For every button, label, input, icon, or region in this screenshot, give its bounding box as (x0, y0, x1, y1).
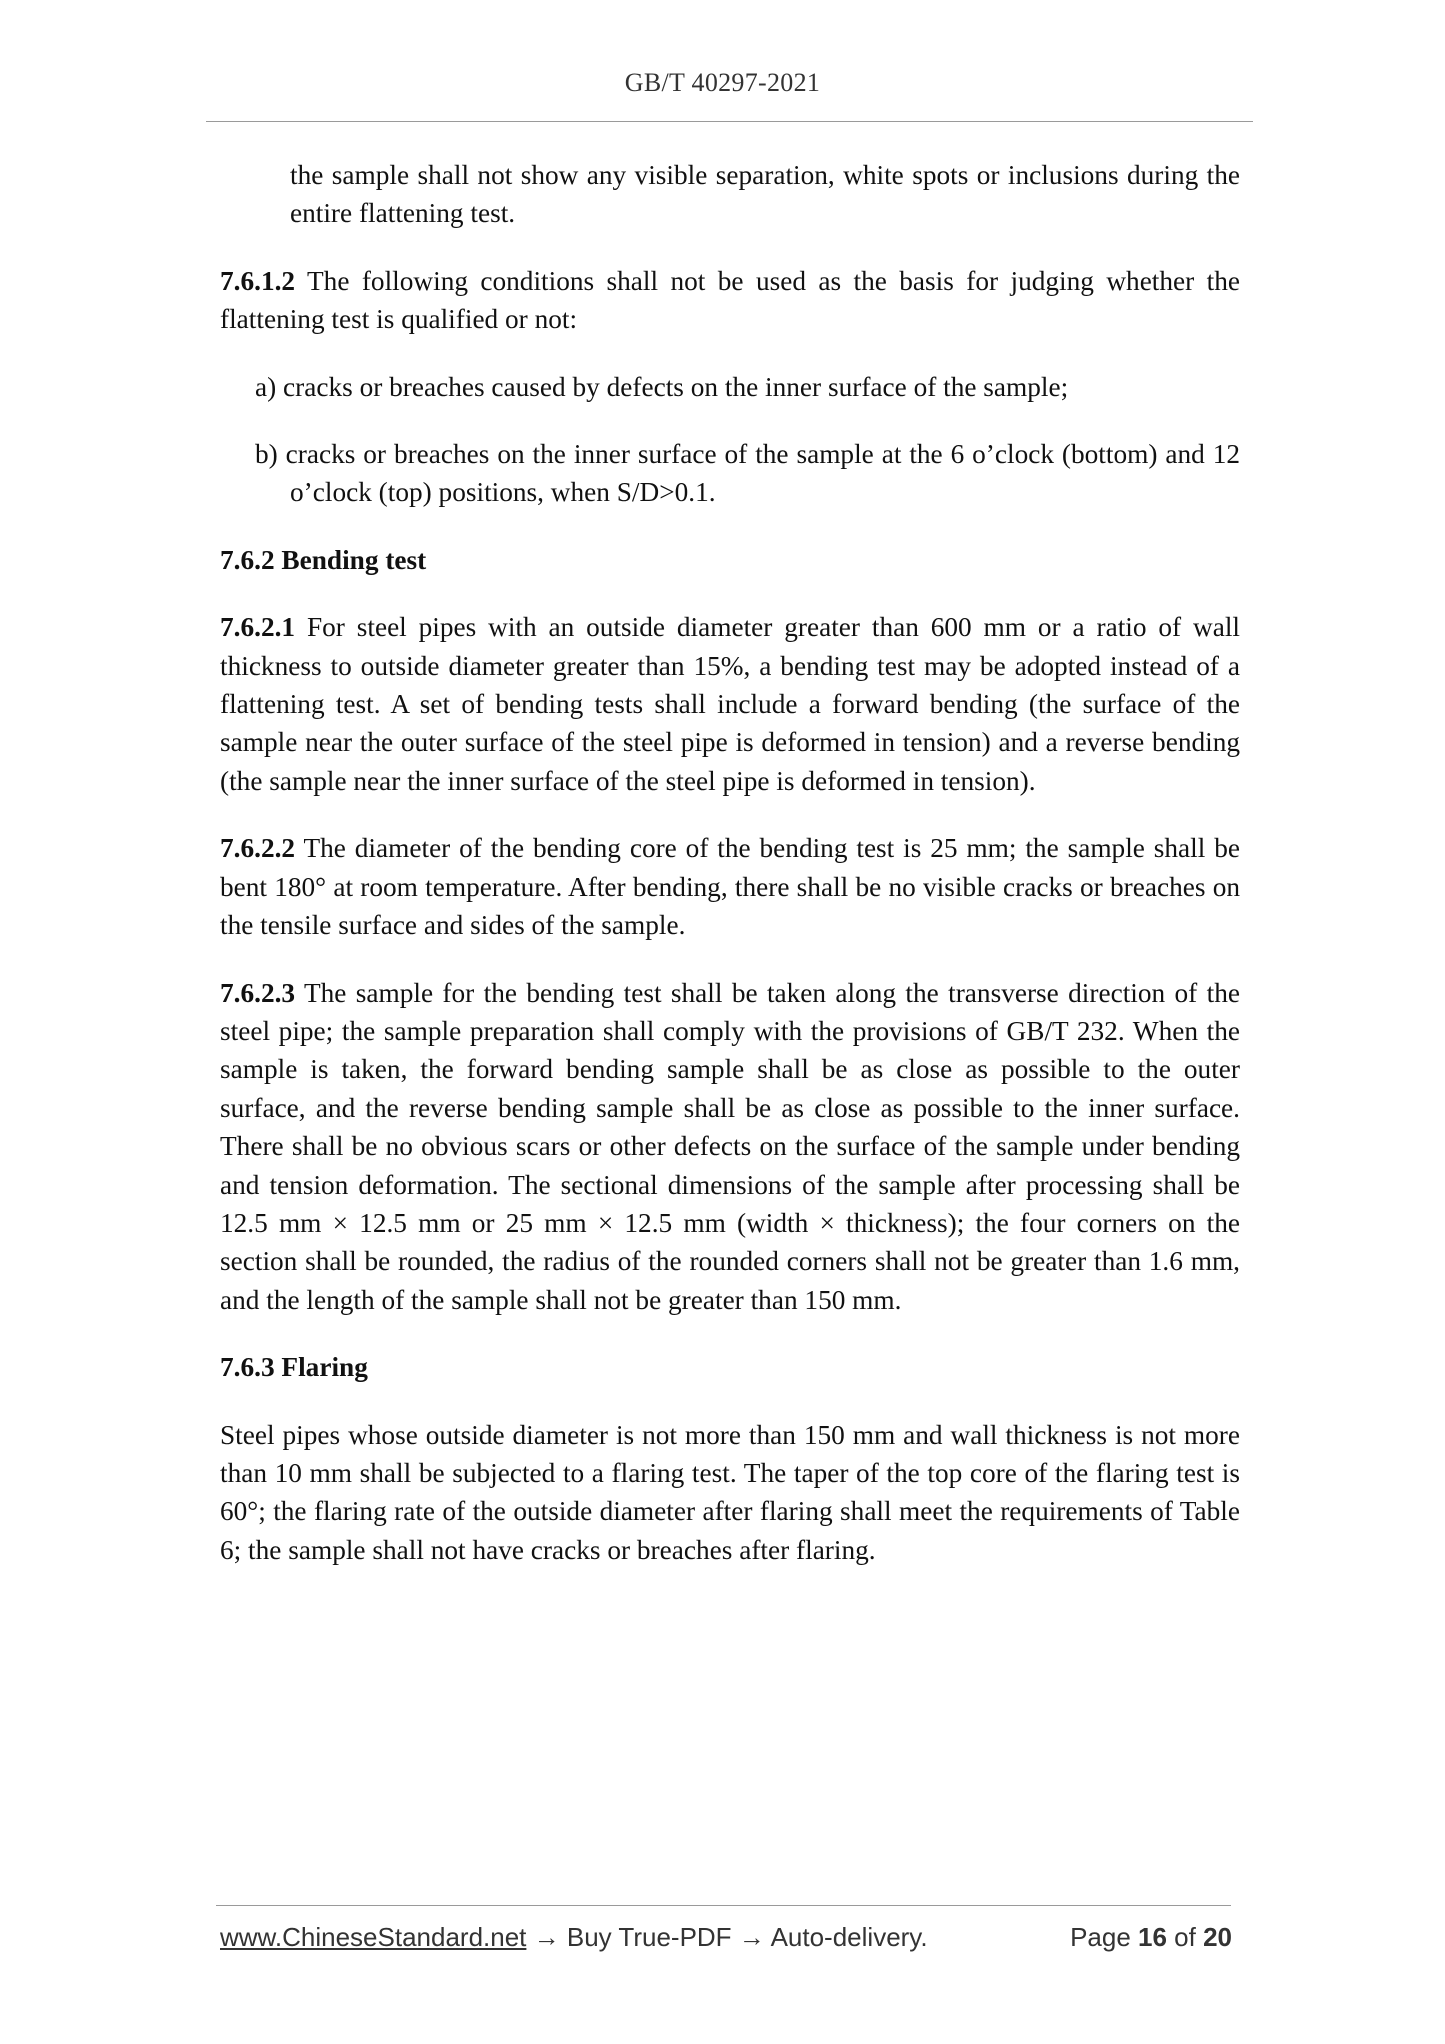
clause-number: 7.6.2.2 (220, 833, 296, 864)
list-item-a: a) cracks or breaches caused by defects on the inner surface of the sample; (255, 371, 1069, 402)
clause-number: 7.6.2.1 (220, 612, 296, 643)
clause-7-6-2-3 (220, 974, 1240, 1320)
clause-number: 7.6.1.2 (220, 265, 296, 296)
continuation-paragraph: the sample shall not show any visible separation, white spots or inclusions during the entire flattening test. (290, 160, 1240, 229)
footer-promo (220, 1922, 928, 1953)
clause-7-6-2-1 (220, 608, 1240, 800)
website-link[interactable]: www.ChineseStandard.net (220, 1922, 527, 1952)
total-pages: 20 (1203, 1922, 1232, 1952)
clause-text: The sample for the bending test shall be taken along the transverse direction of the steel pipe; the sample preparation shall comply with the provisions of GB/T 232. When the sample is taken, the forward bending sample shall be as close as possible to the outer surface, and the reverse bending sample shall be as close as possible to the inner surface. There shall be no obvious scars or other defects on the surface of the sample under bending and tension deformation. The sectional dimensions of the sample after processing shall be 12.5 mm × 12.5 mm or 25 mm × 12.5 mm (width × thickness); the four corners on the section shall be rounded, the radius of the rounded corners shall not be greater than 1.6 mm, and the length of the sample shall not be greater than 150 mm. (220, 977, 1240, 1315)
page-indicator (1070, 1922, 1232, 1953)
of-label: of (1166, 1922, 1204, 1952)
header-divider (206, 121, 1253, 122)
clause-text: The diameter of the bending core of the bending test is 25 mm; the sample shall be bent 180° at room temperature. After bending, there shall be no visible cracks or breaches on the tensile surface and sides of the sample. (220, 833, 1240, 941)
clause-number: 7.6.2.3 (220, 977, 296, 1008)
footer-promo-text: → Buy True-PDF → Auto-delivery. (526, 1922, 928, 1952)
page-footer (220, 1922, 1232, 1962)
footer-divider (216, 1905, 1231, 1906)
section-heading-flaring: 7.6.3 Flaring (220, 1352, 368, 1383)
list-item-b: b) cracks or breaches on the inner surface of the sample at the 6 o’clock (bottom) and 12 o’clock (top) positions, when S/D>0.1. (255, 439, 1240, 508)
current-page: 16 (1138, 1922, 1167, 1952)
section-heading-bending-test: 7.6.2 Bending test (220, 544, 427, 575)
clause-7-6-1-2 (220, 262, 1240, 339)
clause-text: The following conditions shall not be used as the basis for judging whether the flattening test is qualified or not: (220, 265, 1240, 335)
document-body (220, 156, 1240, 1598)
page-label: Page (1070, 1922, 1139, 1952)
clause-7-6-2-2 (220, 829, 1240, 944)
document-id-header: GB/T 40297-2021 (624, 68, 821, 97)
clause-text: For steel pipes with an outside diameter greater than 600 mm or a ratio of wall thickness to outside diameter greater than 15%, a bending test may be adopted instead of a flattening test. A set of bending tests shall include a forward bending (the surface of the sample near the outer surface of the steel pipe is deformed in tension) and a reverse bending (the sample near the inner surface of the steel pipe is deformed in tension). (220, 612, 1240, 796)
flaring-paragraph: Steel pipes whose outside diameter is not more than 150 mm and wall thickness is not more than 10 mm shall be subjected to a flaring test. The taper of the top core of the flaring test is 60°; the flaring rate of the outside diameter after flaring shall meet the requirements of Table 6; the sample shall not have cracks or breaches after flaring. (220, 1419, 1240, 1565)
